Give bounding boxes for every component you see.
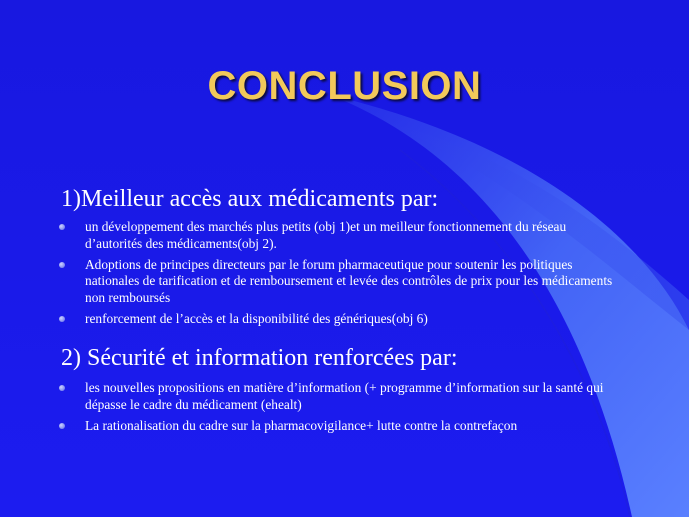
bullet-text: un développement des marchés plus petits (obj 1)et un meilleur fonctionnement du réseau d’autorités des médicaments(obj 2). [85,219,567,251]
bullet-text: les nouvelles propositions en matière d’information (+ programme d’information sur la santé qui dépasse le cadre du médicament (ehealt) [85,380,604,412]
bullet-icon [59,316,65,322]
bullet-text: Adoptions de principes directeurs par le forum pharmaceutique pour soutenir les politiques nationales de tarification et de remboursement et levée des contrôles de prix pour les médicaments non remboursés [85,256,613,305]
bullet-icon [59,262,65,268]
bullet-icon [59,385,65,391]
bullet-text: renforcement de l’accès et la disponibilité des génériques(obj 6) [85,310,428,326]
bullet-icon [59,224,65,230]
bullet-list [0,219,689,332]
bullet-text: La rationalisation du cadre sur la pharmacovigilance+ lutte contre la contrefaçon [85,417,518,433]
list-item [0,418,625,435]
section-heading: 1)Meilleur accès aux médicaments par: [61,186,439,212]
list-item [0,257,625,307]
list-item [0,219,625,252]
bullet-icon [59,423,65,429]
bullet-list [0,380,689,439]
list-item [0,380,625,413]
section-heading: 2) Sécurité et information renforcées par: [61,345,458,371]
slide-title: CONCLUSION [207,64,482,108]
list-item [0,311,625,328]
